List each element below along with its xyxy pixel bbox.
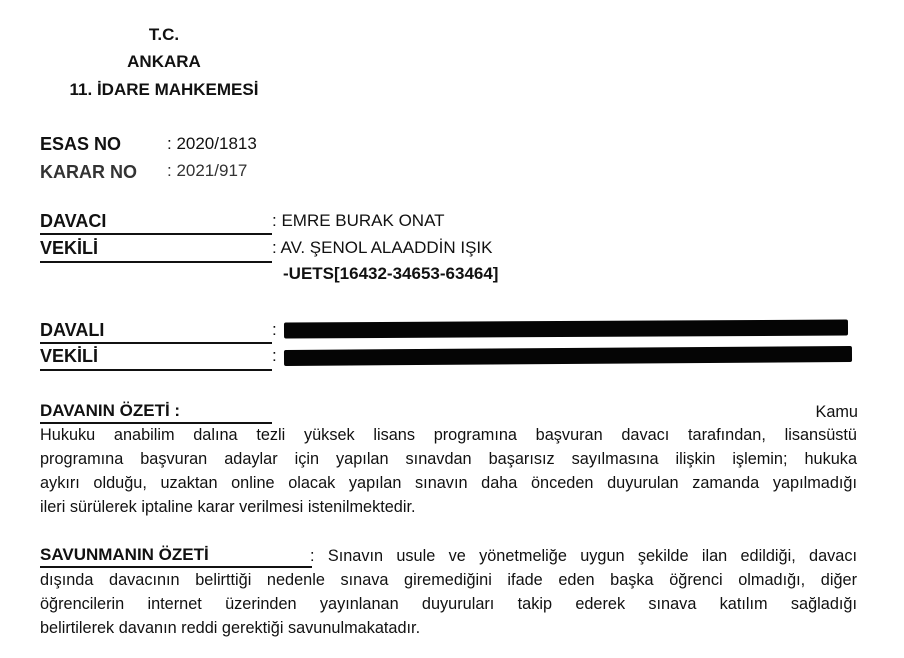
- defendant-attorney-colon: :: [272, 346, 277, 365]
- karar-no-value: : 2021/917: [167, 161, 248, 180]
- case-summary-line-3: programına başvuran adaylar için yapılan sınavdan başarısız sayılmasına ilişkin işlemin; hukuka: [40, 450, 857, 468]
- defense-summary-line-4: belirtilerek davanın reddi gerektiği savunulmakatadır.: [40, 619, 421, 637]
- plaintiff-attorney-name: : AV. ŞENOL ALAADDİN IŞIK: [272, 238, 493, 257]
- court-country: T.C.: [148, 25, 180, 44]
- defendant-label: DAVALI: [40, 320, 105, 340]
- defendant-attorney-underline: [40, 369, 272, 371]
- defendant-colon: :: [272, 320, 277, 339]
- plaintiff-attorney-label: VEKİLİ: [40, 238, 99, 258]
- case-summary-heading-underline: [40, 422, 272, 424]
- defense-summary-heading: SAVUNMANIN ÖZETİ: [40, 545, 209, 564]
- esas-no-label: ESAS NO: [40, 134, 122, 154]
- defense-summary-heading-underline: [40, 566, 312, 568]
- defendant-attorney-label: VEKİLİ: [40, 346, 99, 366]
- plaintiff-name: : EMRE BURAK ONAT: [272, 211, 445, 230]
- case-summary-line-4: aykırı olduğu, uzaktan online olacak yapılan sınavın daha önceden duyurulan zamanda yapılmadığı: [40, 474, 857, 492]
- esas-no-value: : 2020/1813: [167, 134, 257, 153]
- case-summary-line-2: Hukuku anabilim dalına tezli yüksek lisans programına başvuran davacı tarafından, lisansüstü: [40, 426, 857, 444]
- karar-no-label: KARAR NO: [40, 162, 137, 182]
- case-summary-line-5: ileri sürülerek iptaline karar verilmesi istenilmektedir.: [40, 498, 416, 516]
- defense-summary-line-3: öğrencilerin internet üzerinden yayınlanan duyuruları takip ederek sınava katılım sağladığı: [40, 595, 857, 613]
- plaintiff-underline: [40, 233, 272, 235]
- defendant-attorney-redaction: [284, 346, 852, 366]
- plaintiff-attorney-uets: -UETS[16432-34653-63464]: [283, 264, 499, 283]
- court-city: ANKARA: [127, 52, 201, 71]
- defense-summary-line-1: : Sınavın usule ve yönetmeliğe uygun şekilde ilan edildiği, davacı: [310, 547, 857, 565]
- case-summary-line-1: Kamu: [815, 403, 858, 421]
- defendant-underline: [40, 342, 272, 344]
- plaintiff-attorney-underline: [40, 261, 272, 263]
- case-summary-heading: DAVANIN ÖZETİ :: [40, 401, 181, 420]
- court-name: 11. İDARE MAHKEMESİ: [69, 80, 259, 99]
- plaintiff-label: DAVACI: [40, 211, 107, 231]
- defendant-redaction: [284, 320, 848, 339]
- defense-summary-line-2: dışında davacının belirttiği nedenle sınava giremediğini ifade eden başka öğrenci olmadığı, diğer: [40, 571, 857, 589]
